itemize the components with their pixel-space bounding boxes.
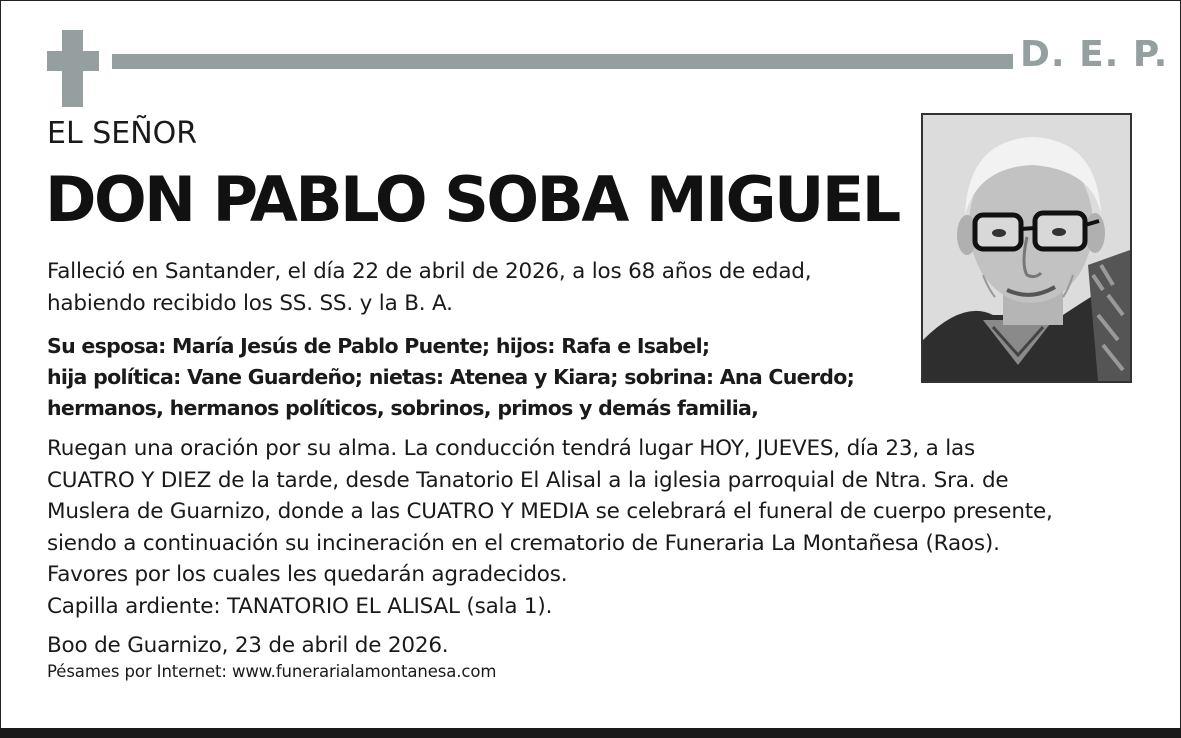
title-prefix: EL SEÑOR <box>47 116 198 151</box>
family-line: Su esposa: María Jesús de Pablo Puente; hijos: Rafa e Isabel; <box>47 334 710 358</box>
bottom-border <box>0 728 1181 738</box>
ceremony-details <box>47 433 1053 622</box>
ceremony-line: CUATRO Y DIEZ de la tarde, desde Tanatorio El Alisal a la iglesia parroquial de Ntra. Sra. de <box>47 467 1009 493</box>
family-list <box>47 331 854 424</box>
header-rule <box>112 54 1013 69</box>
ceremony-line: Ruegan una oración por su alma. La conducción tendrá lugar HOY, JUEVES, día 23, a las <box>47 436 975 461</box>
family-line: hija política: Vane Guardeño; nietas: Atenea y Kiara; sobrina: Ana Cuerdo; <box>47 365 855 389</box>
deceased-name: DON PABLO SOBA MIGUEL <box>45 163 899 236</box>
ceremony-line: Capilla ardiente: TANATORIO EL ALISAL (sala 1). <box>47 593 553 619</box>
condolences-link: Pésames por Internet: www.funerarialamontanesa.com <box>47 662 497 681</box>
death-notice-line: Falleció en Santander, el día 22 de abril de 2026, a los 68 años de edad, <box>47 259 812 284</box>
ceremony-line: Muslera de Guarnizo, donde a las CUATRO Y MEDIA se celebrará el funeral de cuerpo presente, <box>47 499 1053 524</box>
death-notice <box>47 256 811 319</box>
ceremony-line: siendo a continuación su incineración en el crematorio de Funeraria La Montañesa (Raos). <box>47 530 1000 556</box>
portrait-photo <box>921 113 1132 383</box>
dep-label: D. E. P. <box>1020 34 1169 75</box>
portrait-image <box>923 115 1130 381</box>
ceremony-line: Favores por los cuales les quedarán agradecidos. <box>47 562 568 587</box>
family-line: hermanos, hermanos políticos, sobrinos, primos y demás familia, <box>47 396 759 420</box>
place-date: Boo de Guarnizo, 23 de abril de 2026. <box>47 633 449 658</box>
death-notice-line: habiendo recibido los SS. SS. y la B. A. <box>47 290 453 316</box>
cross-icon-arm <box>47 51 99 71</box>
